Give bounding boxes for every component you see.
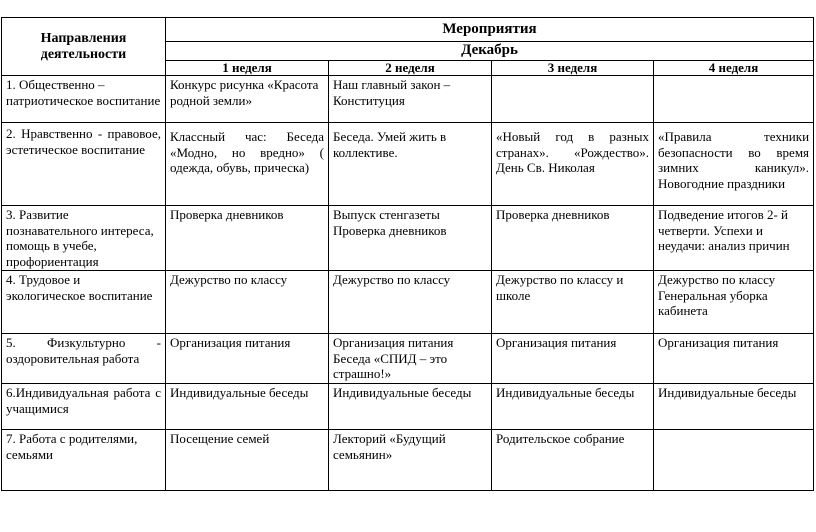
cell-line: Генеральная уборка кабинета xyxy=(658,287,768,318)
table-row xyxy=(2,430,814,491)
week-1-cell: Проверка дневников xyxy=(166,206,329,271)
direction-cell: 3. Развитие познавательного интереса, помощь в учебе, профориентация xyxy=(2,206,166,271)
week-3-cell: Организация питания xyxy=(492,334,654,384)
week-3-cell: «Новый год в разных странах». «Рождество». День Св. Николая xyxy=(492,123,654,206)
plan-table xyxy=(1,17,814,491)
week-1-cell: Конкурс рисунка «Красота родной земли» xyxy=(166,76,329,123)
week-3-cell: Дежурство по классу и школе xyxy=(492,271,654,334)
week-2-cell: Беседа. Умей жить в коллективе. xyxy=(329,123,492,206)
week-2-cell: Индивидуальные беседы xyxy=(329,384,492,430)
cell-line: Выпуск стенгазеты xyxy=(333,207,440,222)
header-week-3: 3 неделя xyxy=(492,61,654,76)
week-2-cell: Наш главный закон – Конституция xyxy=(329,76,492,123)
direction-cell: 5. Физкультурно - оздоровительная работа xyxy=(2,334,166,384)
table-row xyxy=(2,76,814,123)
week-2-cell xyxy=(329,206,492,271)
week-1-cell: Организация питания xyxy=(166,334,329,384)
cell-line: Дежурство по классу xyxy=(658,272,776,287)
week-3-cell xyxy=(492,76,654,123)
week-1-cell: Индивидуальные беседы xyxy=(166,384,329,430)
header-week-2: 2 неделя xyxy=(329,61,492,76)
cell-line: Организация питания xyxy=(333,335,454,350)
header-week-1: 1 неделя xyxy=(166,61,329,76)
table-row xyxy=(2,384,814,430)
cell-line: Проверка дневников xyxy=(333,222,447,238)
direction-cell: 6.Индивидуальная работа с учащимися xyxy=(2,384,166,430)
table-row xyxy=(2,334,814,384)
direction-cell: 7. Работа с родителями, семьями xyxy=(2,430,166,491)
table-row xyxy=(2,206,814,271)
week-1-cell: Классный час: Беседа «Модно, но вредно» ( одежда, обувь, прическа) xyxy=(166,123,329,206)
week-2-cell: Дежурство по классу xyxy=(329,271,492,334)
direction-cell: 1. Общественно – патриотическое воспитание xyxy=(2,76,166,123)
week-1-cell: Дежурство по классу xyxy=(166,271,329,334)
direction-cell: 4. Трудовое и экологическое воспитание xyxy=(2,271,166,334)
week-4-cell xyxy=(654,271,814,334)
week-4-cell: Организация питания xyxy=(654,334,814,384)
table-row xyxy=(2,123,814,206)
week-4-cell: Подведение итогов 2- й четверти. Успехи и неудачи: анализ причин xyxy=(654,206,814,271)
week-4-cell xyxy=(654,430,814,491)
week-2-cell xyxy=(329,334,492,384)
week-4-cell: Индивидуальные беседы xyxy=(654,384,814,430)
direction-cell: 2. Нравственно - правовое, эстетическое воспитание xyxy=(2,123,166,206)
week-3-cell: Родительское собрание xyxy=(492,430,654,491)
table-row xyxy=(2,271,814,334)
week-4-cell xyxy=(654,76,814,123)
week-1-cell: Посещение семей xyxy=(166,430,329,491)
header-directions: Направления деятельности xyxy=(2,18,166,76)
week-3-cell: Проверка дневников xyxy=(492,206,654,271)
header-events: Мероприятия xyxy=(166,18,814,42)
week-3-cell: Индивидуальные беседы xyxy=(492,384,654,430)
week-2-cell: Лекторий «Будущий семьянин» xyxy=(329,430,492,491)
week-4-cell: «Правила техники безопасности во время зимних каникул». Новогодние праздники xyxy=(654,123,814,206)
cell-line: Беседа «СПИД – это страшно!» xyxy=(333,350,448,381)
header-week-4: 4 неделя xyxy=(654,61,814,76)
header-month: Декабрь xyxy=(166,42,814,61)
